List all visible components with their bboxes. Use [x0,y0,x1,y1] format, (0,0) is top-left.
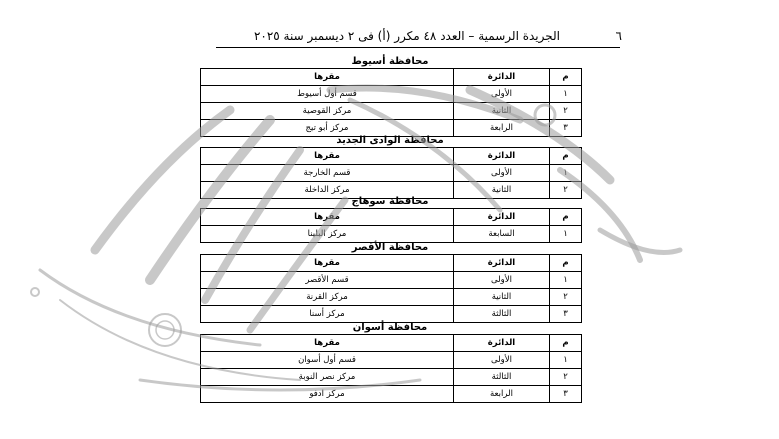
col-circuit: الدائرة [454,69,550,86]
col-num: م [550,209,582,226]
col-seat: مقرها [201,209,454,226]
col-circuit: الدائرة [454,209,550,226]
row-num: ٣ [550,386,582,403]
row-circuit: الرابعة [454,120,550,137]
table-sohag [200,208,582,243]
table-row [201,120,582,137]
governorate-heading-new-valley: محافظة الوادى الجديد [336,135,444,146]
governorate-heading-sohag: محافظة سوهاج [351,196,429,207]
row-num: ١ [550,352,582,369]
row-seat: قسم أول أسوان [201,352,454,369]
table-aswan [200,334,582,403]
row-num: ٢ [550,103,582,120]
col-seat: مقرها [201,69,454,86]
row-circuit: الثالثة [454,369,550,386]
row-circuit: الأولى [454,352,550,369]
row-seat: قسم أول أسيوط [201,86,454,103]
col-seat: مقرها [201,148,454,165]
row-circuit: الأولى [454,86,550,103]
governorate-heading-assiut: محافظة أسيوط [351,56,429,67]
table-row [201,289,582,306]
governorate-heading-aswan: محافظة أسوان [352,322,428,333]
table-row [201,386,582,403]
row-seat: مركز البلينا [201,226,454,243]
table-header-row [201,209,582,226]
row-num: ٢ [550,289,582,306]
table-row [201,352,582,369]
col-seat: مقرها [201,255,454,272]
table-row [201,369,582,386]
row-seat: قسم الأقصر [201,272,454,289]
row-circuit: الثانية [454,182,550,199]
table-assiut [200,68,582,137]
row-num: ١ [550,272,582,289]
row-circuit: الثانية [454,103,550,120]
col-seat: مقرها [201,335,454,352]
row-circuit: الثالثة [454,306,550,323]
row-seat: مركز أبو تيج [201,120,454,137]
row-num: ٣ [550,306,582,323]
table-header-row [201,69,582,86]
row-num: ١ [550,165,582,182]
col-num: م [550,148,582,165]
header-rule [216,47,620,48]
gazette-title: الجريدة الرسمية – العدد ٤٨ مكرر (أ) فى ٢ ديسمبر سنة ٢٠٢٥ [253,29,560,43]
col-circuit: الدائرة [454,255,550,272]
row-seat: مركز أسنا [201,306,454,323]
table-row [201,226,582,243]
row-circuit: الأولى [454,165,550,182]
col-num: م [550,335,582,352]
row-seat: مركز القرنة [201,289,454,306]
row-num: ٢ [550,369,582,386]
table-row [201,86,582,103]
col-num: م [550,69,582,86]
row-circuit: الثانية [454,289,550,306]
row-seat: مركز ادفو [201,386,454,403]
page-header [214,29,624,47]
row-circuit: الرابعة [454,386,550,403]
row-circuit: السابعة [454,226,550,243]
table-row [201,165,582,182]
page-number: ٦ [615,29,622,43]
table-luxor [200,254,582,323]
row-num: ١ [550,86,582,103]
row-num: ١ [550,226,582,243]
row-seat: مركز القوصية [201,103,454,120]
table-header-row [201,335,582,352]
row-num: ٢ [550,182,582,199]
table-row [201,272,582,289]
table-row [201,306,582,323]
table-header-row [201,255,582,272]
row-seat: مركز الداخلة [201,182,454,199]
table-new-valley [200,147,582,199]
col-num: م [550,255,582,272]
table-header-row [201,148,582,165]
table-row [201,103,582,120]
row-seat: قسم الخارجة [201,165,454,182]
row-circuit: الأولى [454,272,550,289]
row-seat: مركز نصر النوبة [201,369,454,386]
governorate-heading-luxor: محافظة الأقصر [351,242,429,253]
row-num: ٣ [550,120,582,137]
col-circuit: الدائرة [454,148,550,165]
col-circuit: الدائرة [454,335,550,352]
